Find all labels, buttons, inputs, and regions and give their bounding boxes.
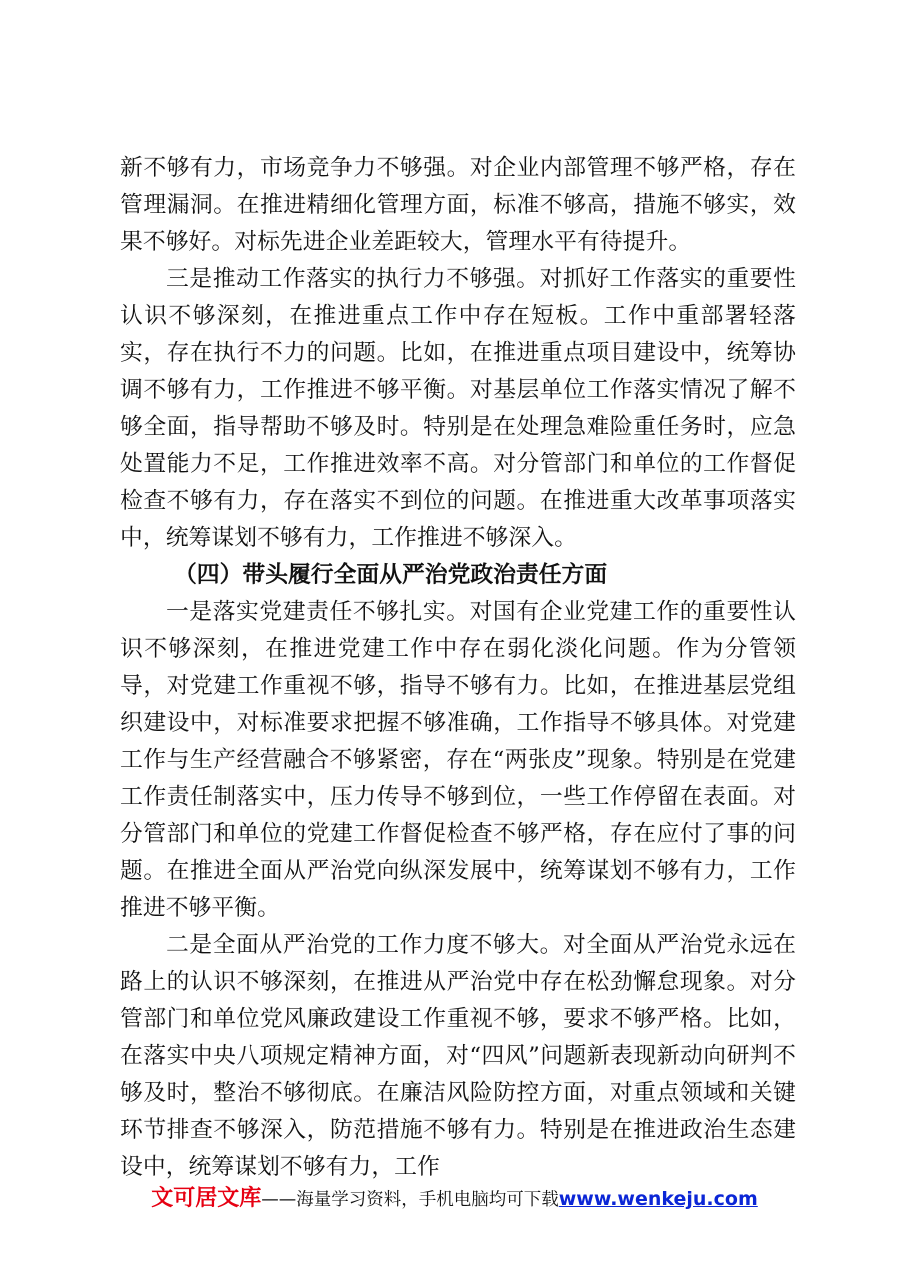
paragraph-continued: 新不够有力，市场竞争力不够强。对企业内部管理不够严格，存在管理漏洞。在推进精细化管理方面，标准不够高，措施不够实，效果不够好。对标先进企业差距较大，管理水平有待提升。 <box>120 155 796 255</box>
document-body <box>120 150 796 1186</box>
paragraph-item-two: 二是全面从严治党的工作力度不够大。对全面从严治党永远在路上的认识不够深刻，在推进从严治党中存在松劲懈怠现象。对分管部门和单位党风廉政建设工作重视不够，要求不够严格。比如，在落实中央八项规定精神方面，对“四风”问题新表现新动向研判不够及时，整治不够彻底。在廉洁风险防控方面，对重点领域和关键环节排查不够深入，防范措施不够有力。特别是在推进政治生态建设中，统筹谋划不够有力，工作 <box>120 932 796 1180</box>
paragraph-item-three: 三是推动工作落实的执行力不够强。对抓好工作落实的重要性认识不够深刻，在推进重点工作中存在短板。工作中重部署轻落实，存在执行不力的问题。比如，在推进重点项目建设中，统筹协调不够有力，工作推进不够平衡。对基层单位工作落实情况了解不够全面，指导帮助不够及时。特别是在处理急难险重任务时，应急处置能力不足，工作推进效率不高。对分管部门和单位的工作督促检查不够有力，存在落实不到位的问题。在推进重大改革事项落实中，统筹谋划不够有力，工作推进不够深入。 <box>120 266 796 551</box>
footer-url-link[interactable]: www.wenkeju.com <box>558 1188 758 1210</box>
footer-brand: 文可居文库 <box>151 1186 262 1211</box>
footer-banner <box>0 1181 909 1212</box>
paragraph-item-one: 一是落实党建责任不够扎实。对国有企业党建工作的重要性认识不够深刻，在推进党建工作中存在弱化淡化问题。作为分管领导，对党建工作重视不够，指导不够有力。比如，在推进基层党组织建设中，对标准要求把握不够准确，工作指导不够具体。对党建工作与生产经营融合不够紧密，存在“两张皮”现象。特别是在党建工作责任制落实中，压力传导不够到位，一些工作停留在表面。对分管部门和单位的党建工作督促检查不够严格，存在应付了事的问题。在推进全面从严治党向纵深发展中，统筹谋划不够有力，工作推进不够平衡。 <box>120 599 796 921</box>
section-heading: （四）带头履行全面从严治党政治责任方面 <box>174 562 608 588</box>
footer-slogan: ——海量学习资料，手机电脑均可下载 <box>261 1190 559 1210</box>
